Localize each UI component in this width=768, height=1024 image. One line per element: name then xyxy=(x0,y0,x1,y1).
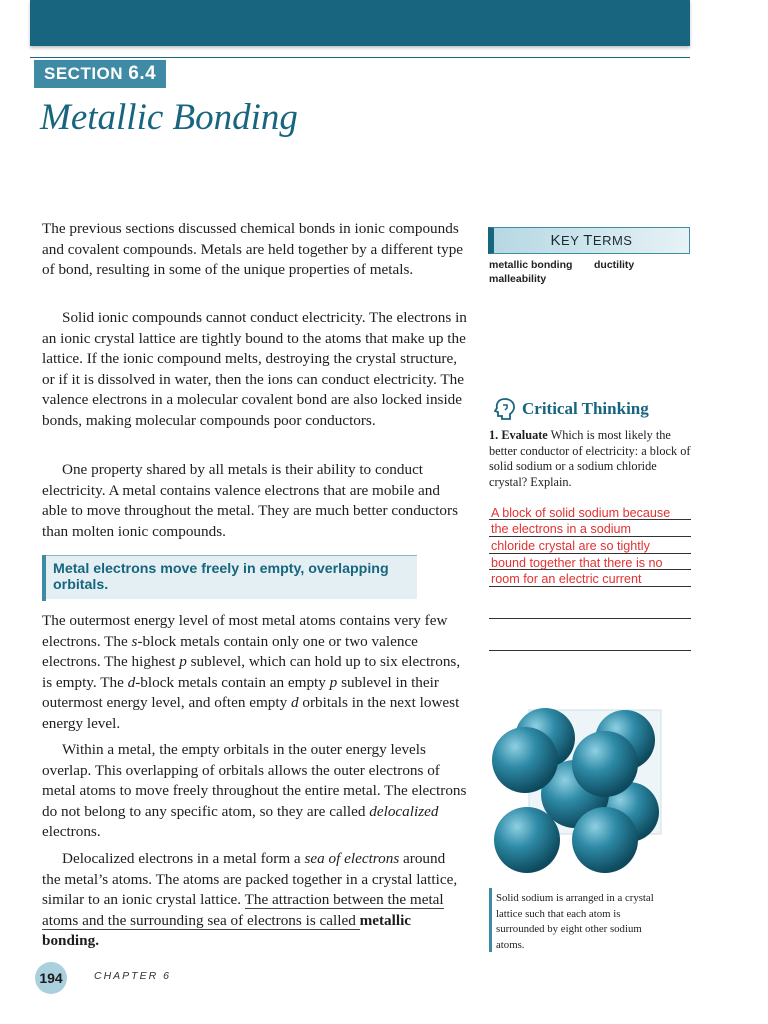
handwritten-answer-line: the electrons in a sodium xyxy=(491,522,632,536)
p4-text-g: orbitals in the next lowest energy level. xyxy=(42,694,460,732)
section-number: 6.4 xyxy=(128,63,157,84)
metallic-bonding-term: metallic bonding. xyxy=(42,911,412,949)
p4-text-a: The outermost energy level of most metal atoms contains very few electrons. The xyxy=(42,612,448,650)
p4-s: s xyxy=(131,632,138,650)
sodium-lattice-figure xyxy=(489,708,662,878)
p4-text-f: sublevel in their outermost energy level, and often empty xyxy=(42,673,439,711)
key-term: malleability xyxy=(489,273,547,285)
sodium-atom-sphere xyxy=(572,731,638,797)
sodium-atom-sphere xyxy=(572,807,638,873)
callout-text: Metal electrons move freely in empty, overlapping orbitals. xyxy=(53,561,389,593)
p5-text-b: electrons. xyxy=(42,823,101,840)
figure-caption: Solid sodium is arranged in a crystal lattice such that each atom is surrounded by eight other sodium atoms. xyxy=(496,892,654,951)
paragraph-6 xyxy=(42,849,467,952)
page-number: 194 xyxy=(35,962,67,994)
key-terms-title: KEY TERMS xyxy=(550,232,633,249)
p6-text-a: Delocalized electrons in a metal form a xyxy=(62,850,305,867)
paragraph-3: One property shared by all metals is their ability to conduct electricity. A metal contains valence electrons that are mobile and able to move throughout the metal. They are much better conductors than molten ionic compounds. xyxy=(42,461,458,540)
p6-underlined: The attraction between the metal atoms and the surrounding sea of electrons is called xyxy=(42,891,444,929)
question-number: 1. xyxy=(489,428,499,442)
section-word: SECTION xyxy=(44,64,124,83)
p4-d: d xyxy=(127,673,136,691)
p4-p: p xyxy=(179,653,187,670)
sodium-atom-sphere xyxy=(492,727,558,793)
caption-bar xyxy=(489,888,492,952)
header-bar xyxy=(30,0,690,46)
p4-text-e: -block metals contain an empty xyxy=(135,673,330,691)
p4-p2: p xyxy=(329,673,338,691)
p5-text-a: Within a metal, the empty orbitals in the outer energy levels overlap. This overlapping of orbitals allows the outer electrons of metal atoms to move freely throughout the entire metal. The electrons do not belong to any specific atom, so they are called xyxy=(42,741,467,820)
chapter-label: CHAPTER 6 xyxy=(94,970,171,982)
p4-d2: d xyxy=(290,694,299,711)
callout-bar xyxy=(42,555,46,601)
paragraph-2: Solid ionic compounds cannot conduct electricity. The electrons in an ionic crystal lattice are tightly bound to the atoms that make up the lattice. If the ionic compound melts, destroying the crystal structure, or if it is dissolved in water, then the ions can conduct electricity. The valence electrons in a molecular covalent bond are also locked inside bonds, making molecular compounds poor conductors. xyxy=(42,309,467,429)
header-rule xyxy=(30,57,690,58)
sodium-atom-sphere xyxy=(494,807,560,873)
handwritten-answer-line: bound together that there is no xyxy=(491,556,663,570)
p6-text-b: around the metal’s atoms. The atoms are packed together in a crystal lattice, similar to an ionic crystal lattice. xyxy=(42,850,458,908)
p6-sea-of-electrons: sea of electrons xyxy=(304,850,400,867)
critical-thinking-title: Critical Thinking xyxy=(522,399,649,418)
key-term: ductility xyxy=(594,259,635,271)
answer-line xyxy=(489,650,691,651)
p4-text-c: sublevel, which can hold up to six electrons, is empty. The xyxy=(42,653,461,691)
handwritten-answer-line: room for an electric current xyxy=(491,572,642,586)
critical-thinking-header xyxy=(494,397,649,421)
thinking-head-icon xyxy=(494,397,516,421)
key-term: metallic bonding xyxy=(489,259,573,271)
answer-line xyxy=(489,618,691,619)
section-label xyxy=(34,60,166,88)
paragraph-5 xyxy=(42,740,467,843)
question-text: Which is most likely the better conductor of electricity: a block of solid sodium or a sodium chloride crystal? Explain. xyxy=(489,428,691,489)
page-title: Metallic Bonding xyxy=(40,97,298,138)
handwritten-answer-line: chloride crystal are so tightly xyxy=(491,539,650,553)
question-1 xyxy=(489,428,694,490)
p5-delocalized: delocalized xyxy=(369,802,439,820)
paragraph-4 xyxy=(42,611,467,734)
p4-text-b: -block metals contain only one or two valence electrons. The highest xyxy=(42,632,418,670)
handwritten-answer-line: A block of solid sodium because xyxy=(491,506,671,520)
key-terms-header xyxy=(488,227,690,254)
paragraph-1: The previous sections discussed chemical bonds in ionic compounds and covalent compounds. Metals are held together by a different type of bond, resulting in some of the unique properties of metals. xyxy=(42,220,464,278)
question-label: Evaluate xyxy=(501,428,548,442)
